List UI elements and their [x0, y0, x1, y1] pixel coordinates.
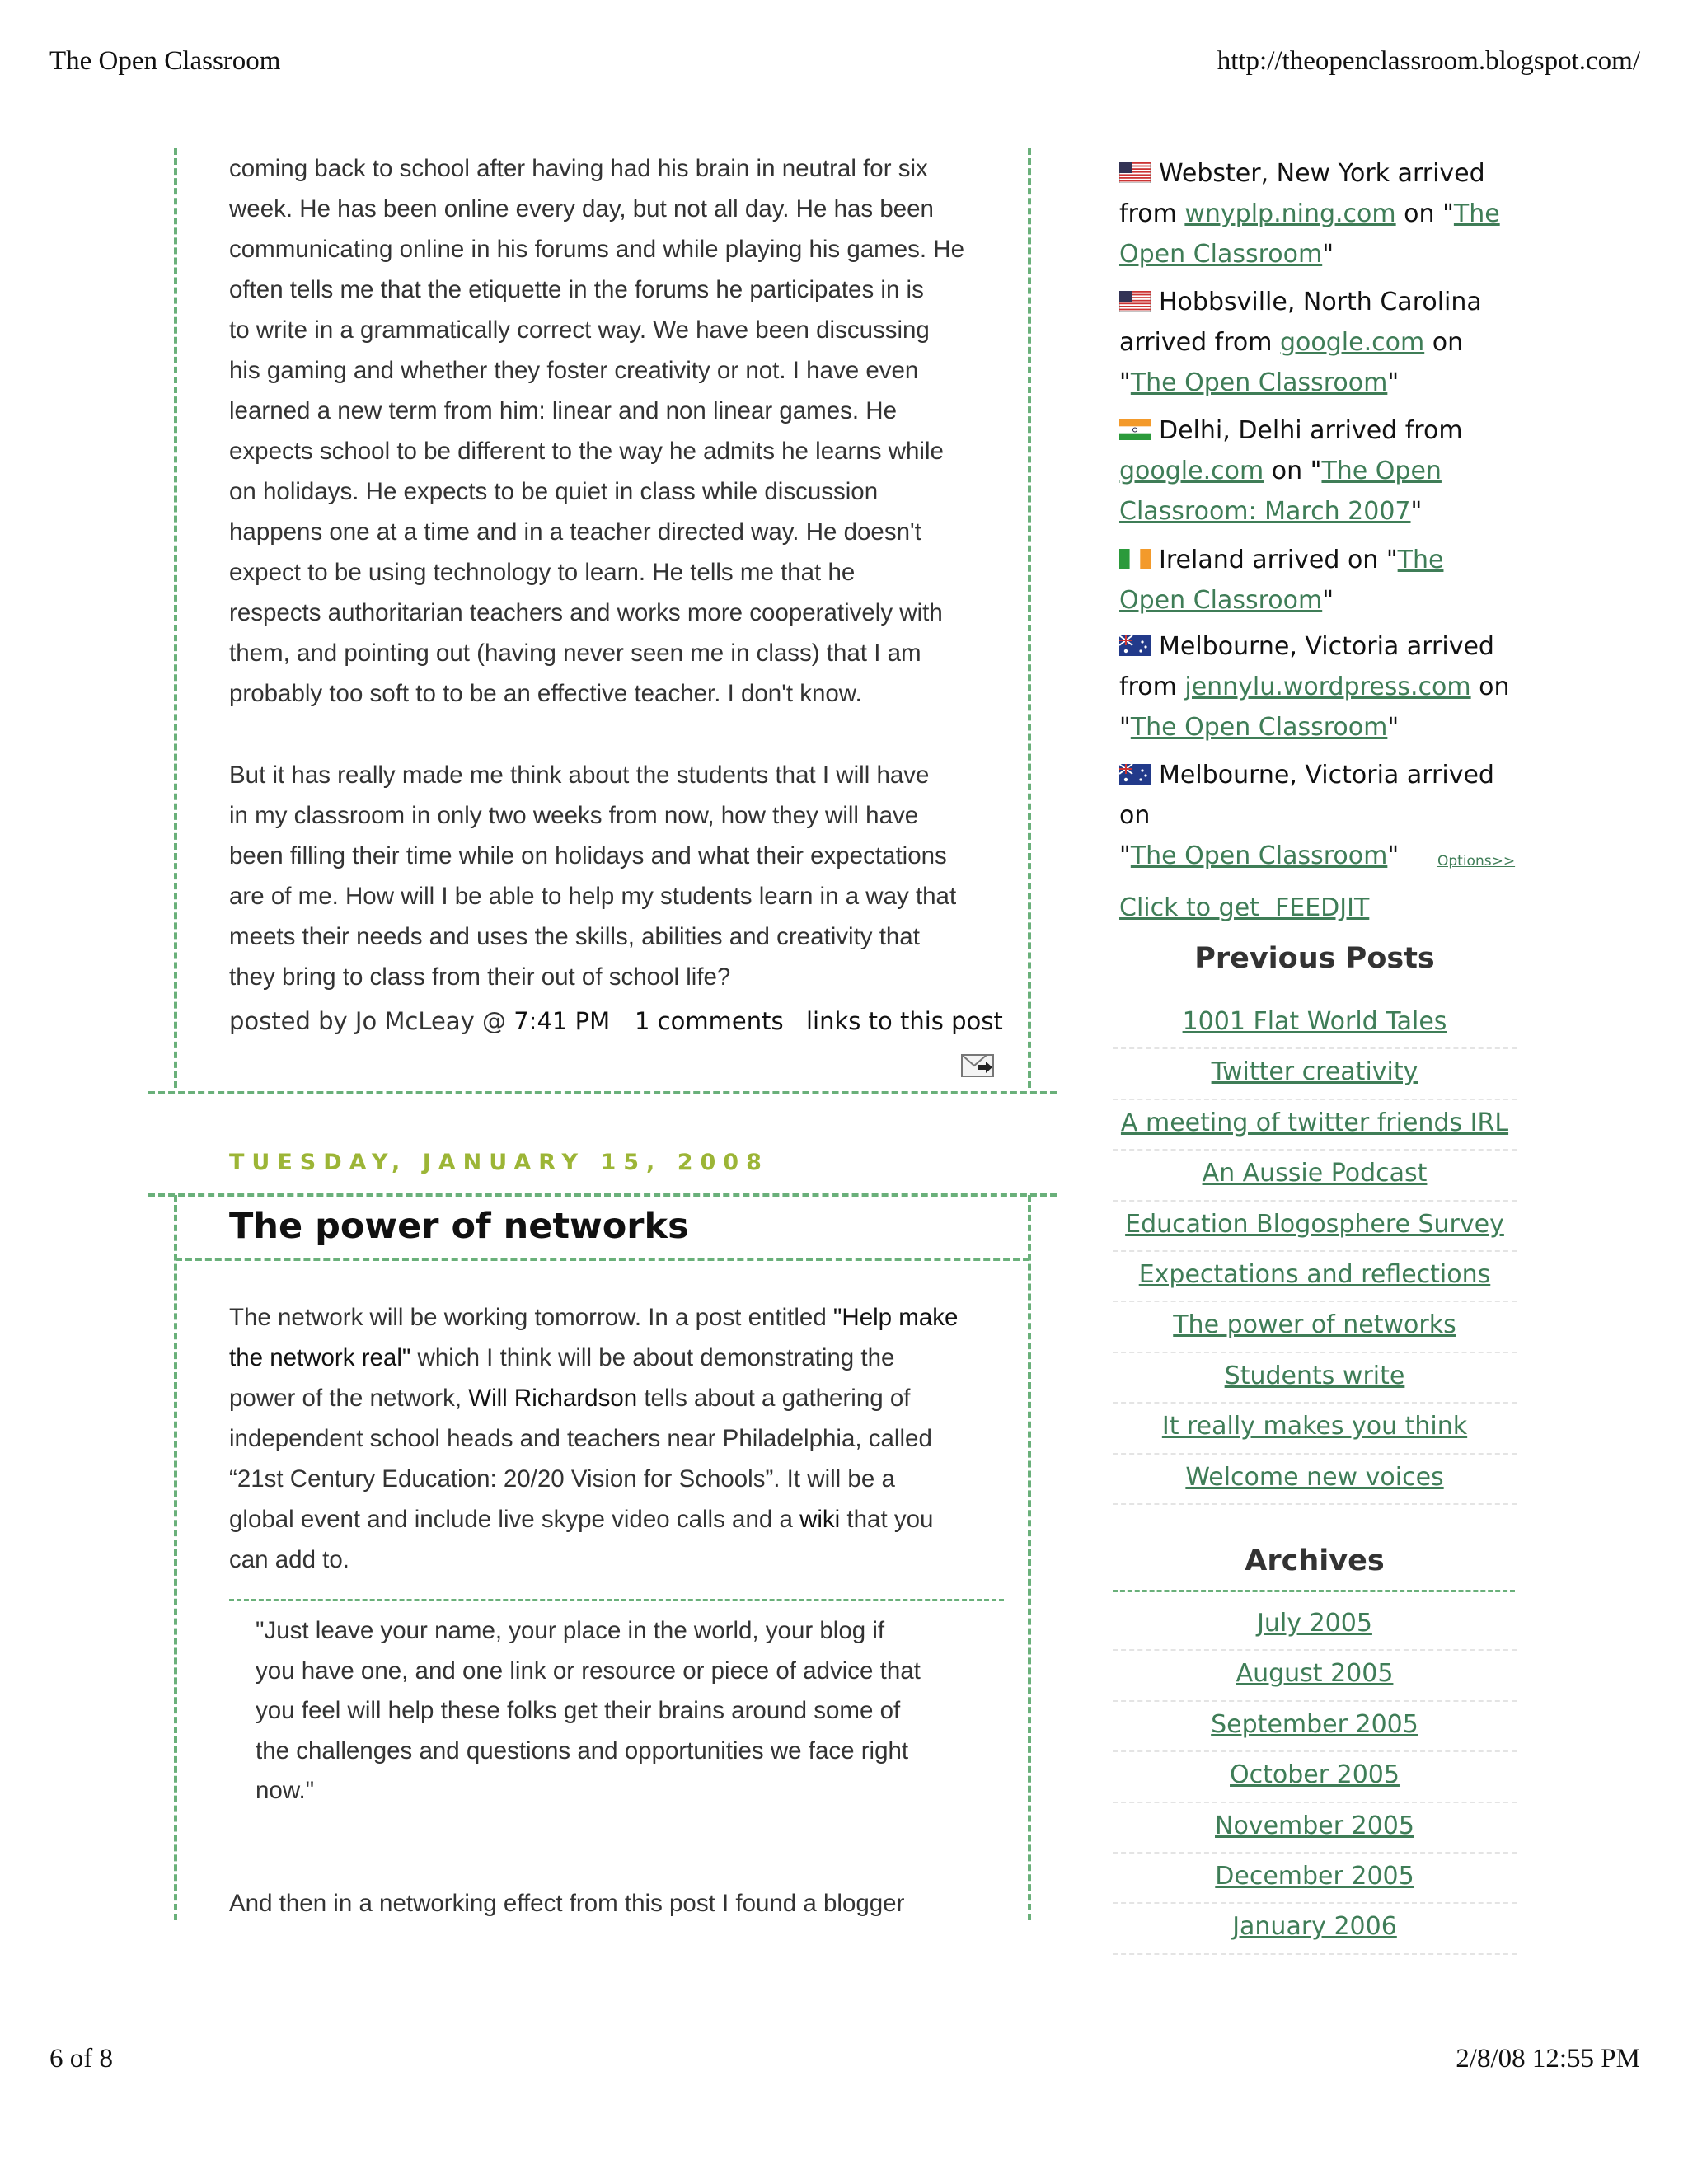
print-header-url: http://theopenclassroom.blogspot.com/ [1217, 46, 1640, 76]
visited-page-link[interactable]: The Open Classroom [1130, 841, 1388, 870]
text-line: you have one, and one link or resource or piece of advice that [256, 1657, 921, 1685]
previous-posts-heading: Previous Posts [1194, 942, 1435, 975]
text-line: "Just leave your name, your place in the world, your blog if [256, 1617, 885, 1644]
text-line: meets their needs and uses the skills, abilities and creativity that [229, 923, 920, 950]
previous-post-item [1113, 1252, 1517, 1302]
previous-post-item-link[interactable]: Welcome new voices [1185, 1462, 1444, 1492]
visit-location: Webster, New York arrived [1159, 159, 1485, 188]
blockquote-rule [229, 1599, 1004, 1601]
feedjit-visit-item: Delhi, Delhi arrived from google.com on "The Open Classroom: March 2007" [1119, 416, 1463, 526]
comments-link[interactable]: 1 comments [635, 1007, 784, 1035]
text-line: expect to be using technology to learn. He tells me that he [229, 559, 856, 586]
visited-page-link[interactable]: The Open Classroom [1130, 368, 1388, 397]
text-line: to write in a grammatically correct way. We have been discussing [229, 316, 930, 344]
print-header-title: The Open Classroom [49, 46, 281, 76]
australia-flag-icon [1119, 635, 1151, 656]
post-paragraph [229, 148, 1004, 714]
visit-location: Ireland arrived on " [1159, 546, 1398, 574]
text-line: in my classroom in only two weeks from now, how they will have [229, 802, 919, 829]
archive-month-item [1113, 1601, 1517, 1651]
feedjit-visit-item: Ireland arrived on "The Open Classroom" [1119, 546, 1444, 615]
text-line: are of me. How will I be able to help my students learn in a way that [229, 883, 957, 910]
text-line: week. He has been online every day, but not all day. He has been [229, 195, 934, 223]
feedjit-options-link[interactable]: Options>> [1437, 853, 1516, 869]
previous-post-item [1113, 1151, 1517, 1201]
post-border-right [1028, 1195, 1031, 1920]
previous-post-item [1113, 1049, 1517, 1099]
previous-post-item-link[interactable]: An Aussie Podcast [1202, 1159, 1428, 1188]
text-line: the challenges and questions and opportunities we face right [256, 1736, 909, 1765]
archive-month-item-link[interactable]: December 2005 [1215, 1861, 1414, 1891]
referrer-link[interactable]: google.com [1280, 328, 1425, 357]
previous-post-item [1113, 1404, 1517, 1454]
india-flag-icon [1119, 419, 1151, 440]
archive-month-item [1113, 1651, 1517, 1701]
referrer-link[interactable]: wnyplp.ning.com [1184, 199, 1396, 228]
previous-post-item [1113, 999, 1517, 1049]
archive-month-item-link[interactable]: September 2005 [1211, 1709, 1418, 1739]
blockquote [256, 1611, 997, 1811]
archive-month-item [1113, 1752, 1517, 1802]
post-divider [148, 1091, 1057, 1094]
text-line: now." [256, 1777, 315, 1804]
title-underline [176, 1258, 1029, 1261]
visited-page-link[interactable]: The Open Classroom [1119, 199, 1500, 269]
archives-heading: Archives [1245, 1544, 1385, 1577]
archive-month-item [1113, 1803, 1517, 1854]
feedjit-visit-item: Webster, New York arrived from wnyplp.ning.com on "The Open Classroom" [1119, 159, 1500, 269]
visit-location: Hobbsville, North Carolina [1159, 288, 1482, 316]
links-to-post-link[interactable]: links to this post [806, 1007, 1003, 1035]
text-line: happens one at a time and in a teacher directed way. He doesn't [229, 518, 921, 546]
text-line: But it has really made me think about the students that I will have [229, 762, 930, 789]
text-line: learned a new term from him: linear and non linear games. He [229, 397, 898, 424]
text-line: been filling their time while on holidays and what their expectations [229, 842, 947, 869]
archives-heading-rule [1113, 1590, 1515, 1592]
archive-month-item-link[interactable]: August 2005 [1236, 1659, 1394, 1689]
previous-post-item-link[interactable]: Expectations and reflections [1138, 1259, 1491, 1289]
referrer-link[interactable]: jennylu.wordpress.com [1184, 673, 1471, 701]
previous-post-item [1113, 1100, 1517, 1151]
text-line: they bring to class from their out of school life? [229, 963, 731, 991]
post-paragraph [229, 755, 1004, 997]
archive-month-item [1113, 1854, 1517, 1904]
text-line: probably too soft to to be an effective teacher. I don't know. [229, 680, 862, 707]
us-flag-icon [1119, 291, 1151, 312]
wiki-link[interactable]: wiki [799, 1506, 841, 1533]
visit-location: Delhi, Delhi arrived from [1159, 416, 1463, 445]
previous-post-item-link[interactable]: Education Blogosphere Survey [1125, 1209, 1504, 1239]
post-time-link[interactable]: 7:41 PM [513, 1007, 611, 1035]
archive-month-item [1113, 1702, 1517, 1752]
print-page-number: 6 of 8 [49, 2044, 113, 2074]
visited-page-link[interactable]: The Open Classroom [1119, 546, 1444, 615]
email-post-icon[interactable] [961, 1053, 994, 1078]
post-paragraph: The network will be working tomorrow. In a post entitled "Help make the network real" which I think will be about demonstrating the power of the network, Will Richardson tells about a gathering of independent school heads and teachers near Philadelphia, called “21st Century Education: 20/20 Vision for Schools”. It will be a global event and include live skype video calls and a wiki that you can add to. [229, 1304, 959, 1573]
visit-location: Melbourne, Victoria arrived on [1119, 761, 1494, 830]
post-border-left [174, 1195, 177, 1920]
text-line: them, and pointing out (having never seen me in class) that I am [229, 640, 921, 667]
previous-post-item [1113, 1202, 1517, 1252]
visited-page-link[interactable]: The Open Classroom: March 2007 [1119, 457, 1442, 526]
text-line: often tells me that the etiquette in the forums he participates in is [229, 276, 924, 303]
previous-post-item-link[interactable]: 1001 Flat World Tales [1182, 1007, 1447, 1036]
australia-flag-icon [1119, 764, 1151, 785]
visited-page-link[interactable]: The Open Classroom [1130, 713, 1388, 742]
post-border-left [174, 148, 177, 1088]
archive-month-item-link[interactable]: January 2006 [1232, 1912, 1397, 1942]
post-body [229, 148, 1004, 997]
feedjit-visit-item: Hobbsville, North Carolina arrived from google.com on "The Open Classroom" [1119, 288, 1482, 397]
post-body [229, 1297, 1004, 1580]
text-line: communicating online in his forums and while playing his games. He [229, 236, 965, 263]
feedjit-visit-item: Melbourne, Victoria arrived on "The Open Classroom" [1119, 761, 1494, 870]
feedjit-get-link[interactable]: Click to get FEEDJIT [1119, 893, 1370, 922]
previous-post-item-link[interactable]: Students write [1224, 1361, 1405, 1390]
post-divider [148, 1193, 1057, 1197]
previous-post-item-link[interactable]: The power of networks [1173, 1310, 1456, 1340]
previous-post-item [1113, 1455, 1517, 1505]
referrer-link[interactable]: google.com [1119, 457, 1264, 485]
visit-location: Melbourne, Victoria arrived [1159, 632, 1494, 661]
previous-post-item-link[interactable]: A meeting of twitter friends IRL [1120, 1108, 1509, 1137]
text-line: you feel will help these folks get their brains around some of [256, 1697, 901, 1724]
archive-month-item-link[interactable]: October 2005 [1230, 1760, 1400, 1790]
posted-by-label: posted by Jo McLeay @ [229, 1007, 514, 1035]
archive-month-item [1113, 1904, 1517, 1954]
us-flag-icon [1119, 162, 1151, 183]
archive-month-item-link[interactable]: November 2005 [1215, 1811, 1414, 1840]
post-footer [229, 1007, 1004, 1035]
post-title[interactable]: The power of networks [229, 1206, 689, 1247]
post-border-right [1028, 148, 1031, 1088]
previous-post-item [1113, 1353, 1517, 1404]
text-line: expects school to be different to the way he admits he learns while [229, 438, 944, 465]
date-header: TUESDAY, JANUARY 15, 2008 [229, 1150, 769, 1175]
post-paragraph: And then in a networking effect from this post I found a blogger [229, 1890, 905, 1917]
text-line: respects authoritarian teachers and works more cooperatively with [229, 599, 943, 626]
feedjit-visit-item: Melbourne, Victoria arrived from jennylu.wordpress.com on "The Open Classroom" [1119, 632, 1510, 742]
text-line: on holidays. He expects to be quiet in class while discussion [229, 478, 879, 505]
text-line: his gaming and whether they foster creativity or not. I have even [229, 357, 919, 384]
previous-post-item-link[interactable]: Twitter creativity [1211, 1057, 1418, 1087]
text-line: coming back to school after having had his brain in neutral for six [229, 155, 928, 182]
archives-list [1113, 1601, 1517, 1955]
archive-month-item-link[interactable]: July 2005 [1257, 1609, 1372, 1638]
previous-post-item [1113, 1302, 1517, 1352]
previous-post-item-link[interactable]: It really makes you think [1161, 1412, 1468, 1441]
will-richardson-link[interactable]: Will Richardson [468, 1385, 638, 1412]
ireland-flag-icon [1119, 549, 1151, 569]
help-make-network-real-link[interactable]: the network real" [229, 1344, 411, 1371]
previous-posts-list [1113, 999, 1517, 1505]
print-timestamp: 2/8/08 12:55 PM [1456, 2044, 1640, 2074]
help-make-network-real-link[interactable]: "Help make [832, 1304, 959, 1331]
